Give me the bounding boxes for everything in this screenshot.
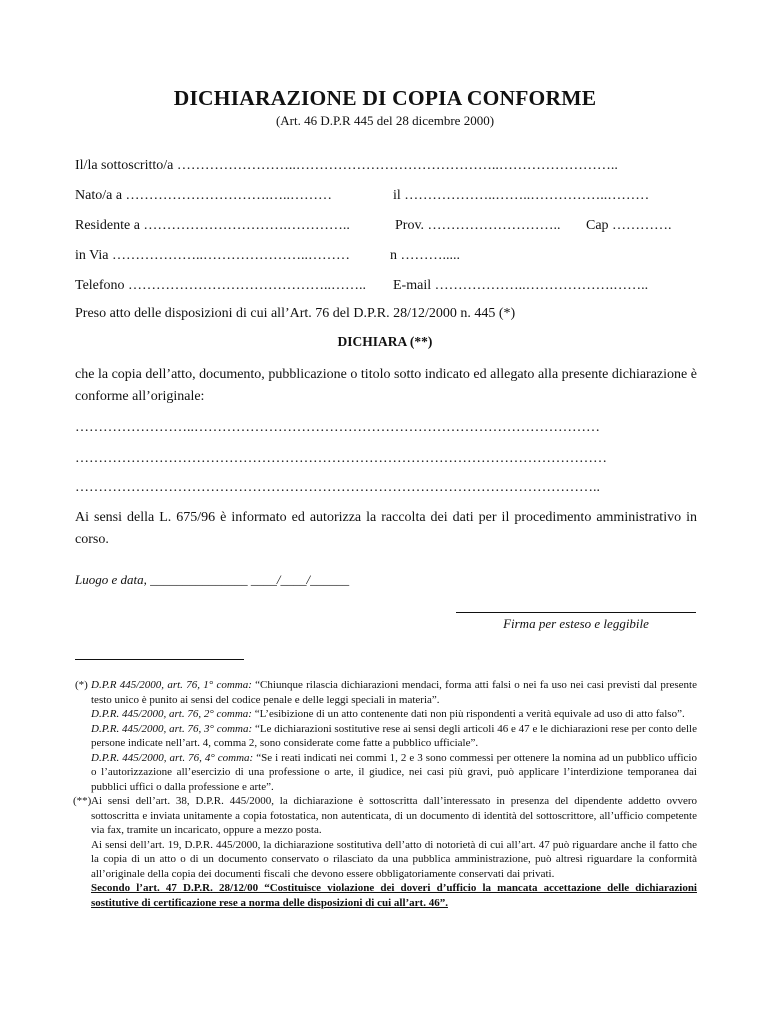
document-line-1[interactable]: ……………………..…………………………………………………………………………… — [75, 420, 600, 435]
field-cap[interactable]: Cap …………. — [586, 218, 672, 233]
footnote-text: Ai sensi dell’art. 19, D.P.R. 445/2000, la dichiarazione sostitutiva dell’atto di notorietà di cui all’art. 47 può riguardare anche il fatto che la copia di un atto o di un documento conservato o rilasciato da una pubblica amministrazione, può altresì riguardare la conformità all’originale della copia dei documenti fiscali che devono essere obbligatoriamente conservati dai privati. — [91, 838, 697, 880]
signature-caption: Firma per esteso e leggibile — [503, 616, 649, 631]
footnote-ref: D.P.R. 445/2000, art. 76, 3° comma: — [91, 722, 253, 735]
footnote-mark-2: (**) — [73, 795, 92, 807]
footnote-text: “L’esibizione di un atto contenente dati non più rispondenti a verità equivale ad uso di atto falso”. — [251, 708, 685, 720]
document-line-2[interactable]: …………………………………………………………………………………………………… — [75, 451, 607, 466]
signature-line[interactable] — [456, 612, 696, 613]
dichiara-text: che la copia dell’atto, documento, pubblicazione o titolo sotto indicato ed allegato alla presente dichiarazione è conforme all’originale: — [75, 367, 697, 404]
footnote-ref: D.P.R. 445/2000, art. 76, 4° comma: — [91, 751, 254, 764]
footnote-2 — [75, 794, 697, 910]
footnote-text: “Se i reati indicati nei commi 1, 2 e 3 sono commessi per ottenere la nomina ad un pubblico ufficio o l’autorizzazione all’esercizio di una professione o arte, il giudice, nei casi più gravi, può applicare l’interdizione temporanea dai pubblici uffici o dalla professione e arte”. — [91, 751, 697, 793]
document-subtitle: (Art. 46 D.P.R 445 del 28 dicembre 2000) — [275, 113, 495, 128]
document-title: DICHIARAZIONE DI COPIA CONFORME — [173, 86, 597, 110]
footnote-mark-1: (*) — [75, 679, 88, 691]
footnote-text: Ai sensi dell’art. 38, D.P.R. 445/2000, la dichiarazione è sottoscritta dall’interessato in presenza del dipendente addetto ovvero sottoscritta e inviata unitamente a copia fotostatica, non autenticata, di un documento di identità del sottoscrittore, all’ufficio competente via fax, tramite un incaricato, oppure a mezzo posta. — [91, 795, 697, 836]
field-email[interactable]: E-mail ………………..……………….…….. — [393, 278, 649, 293]
luogo-data-field[interactable]: Luogo e data, _______________ ____/____/______ — [75, 572, 350, 587]
footnote-1 — [75, 678, 697, 794]
field-nato-il[interactable]: il ………………..……..……………..……… — [393, 188, 650, 203]
field-telefono[interactable]: Telefono ……………………………………..…….. — [75, 278, 367, 293]
footnote-separator — [75, 659, 244, 660]
field-nato[interactable]: Nato/a a ………………………….…..……… — [75, 188, 333, 203]
footnote-emphasis: Secondo l’art. 47 D.P.R. 28/12/00 “Costituisce violazione dei doveri d’ufficio la mancata accettazione delle dichiarazioni sostitutive di certificazione rese a norma delle disposizioni di cui all’art. 46”. — [91, 882, 697, 909]
document-line-3[interactable]: ………………………………………………………………………………………………….. — [75, 480, 600, 495]
footnote-ref: D.P.R. 445/2000, art. 76, 2° comma: — [91, 708, 252, 720]
field-prov[interactable]: Prov. ……………………….. — [395, 218, 561, 233]
footnote-ref: D.P.R 445/2000, art. 76, 1° comma: — [91, 679, 252, 691]
field-sottoscritto[interactable]: Il/la sottoscritto/a ……………………..……………………………………..…………………….. — [75, 158, 618, 173]
field-residente[interactable]: Residente a ………………………….………….. — [75, 218, 350, 233]
footnotes — [75, 678, 697, 910]
privacy-text: Ai sensi della L. 675/96 è informato ed autorizza la raccolta dei dati per il procedimento amministrativo in corso. — [75, 510, 697, 547]
field-via[interactable]: in Via ………………..…………………..……… — [75, 248, 351, 263]
dichiara-heading: DICHIARA (**) — [337, 334, 433, 349]
field-numero[interactable]: n ………..... — [390, 248, 460, 263]
footnote-text: “Le dichiarazioni sostitutive rese ai sensi degli articoli 46 e 47 e le dichiarazioni rese per conto delle persone indicate nell’art. 4, comma 2, sono considerate come fatte a pubblico ufficiale”. — [91, 722, 697, 749]
preso-atto-text: Preso atto delle disposizioni di cui all’Art. 76 del D.P.R. 28/12/2000 n. 445 (*) — [75, 306, 516, 321]
footnote-text: “Chiunque rilascia dichiarazioni mendaci, forma atti falsi o nei fa uso nei casi previsti dal presente testo unico è punito ai sensi del codice penale e delle leggi speciali in materia”. — [91, 679, 697, 706]
